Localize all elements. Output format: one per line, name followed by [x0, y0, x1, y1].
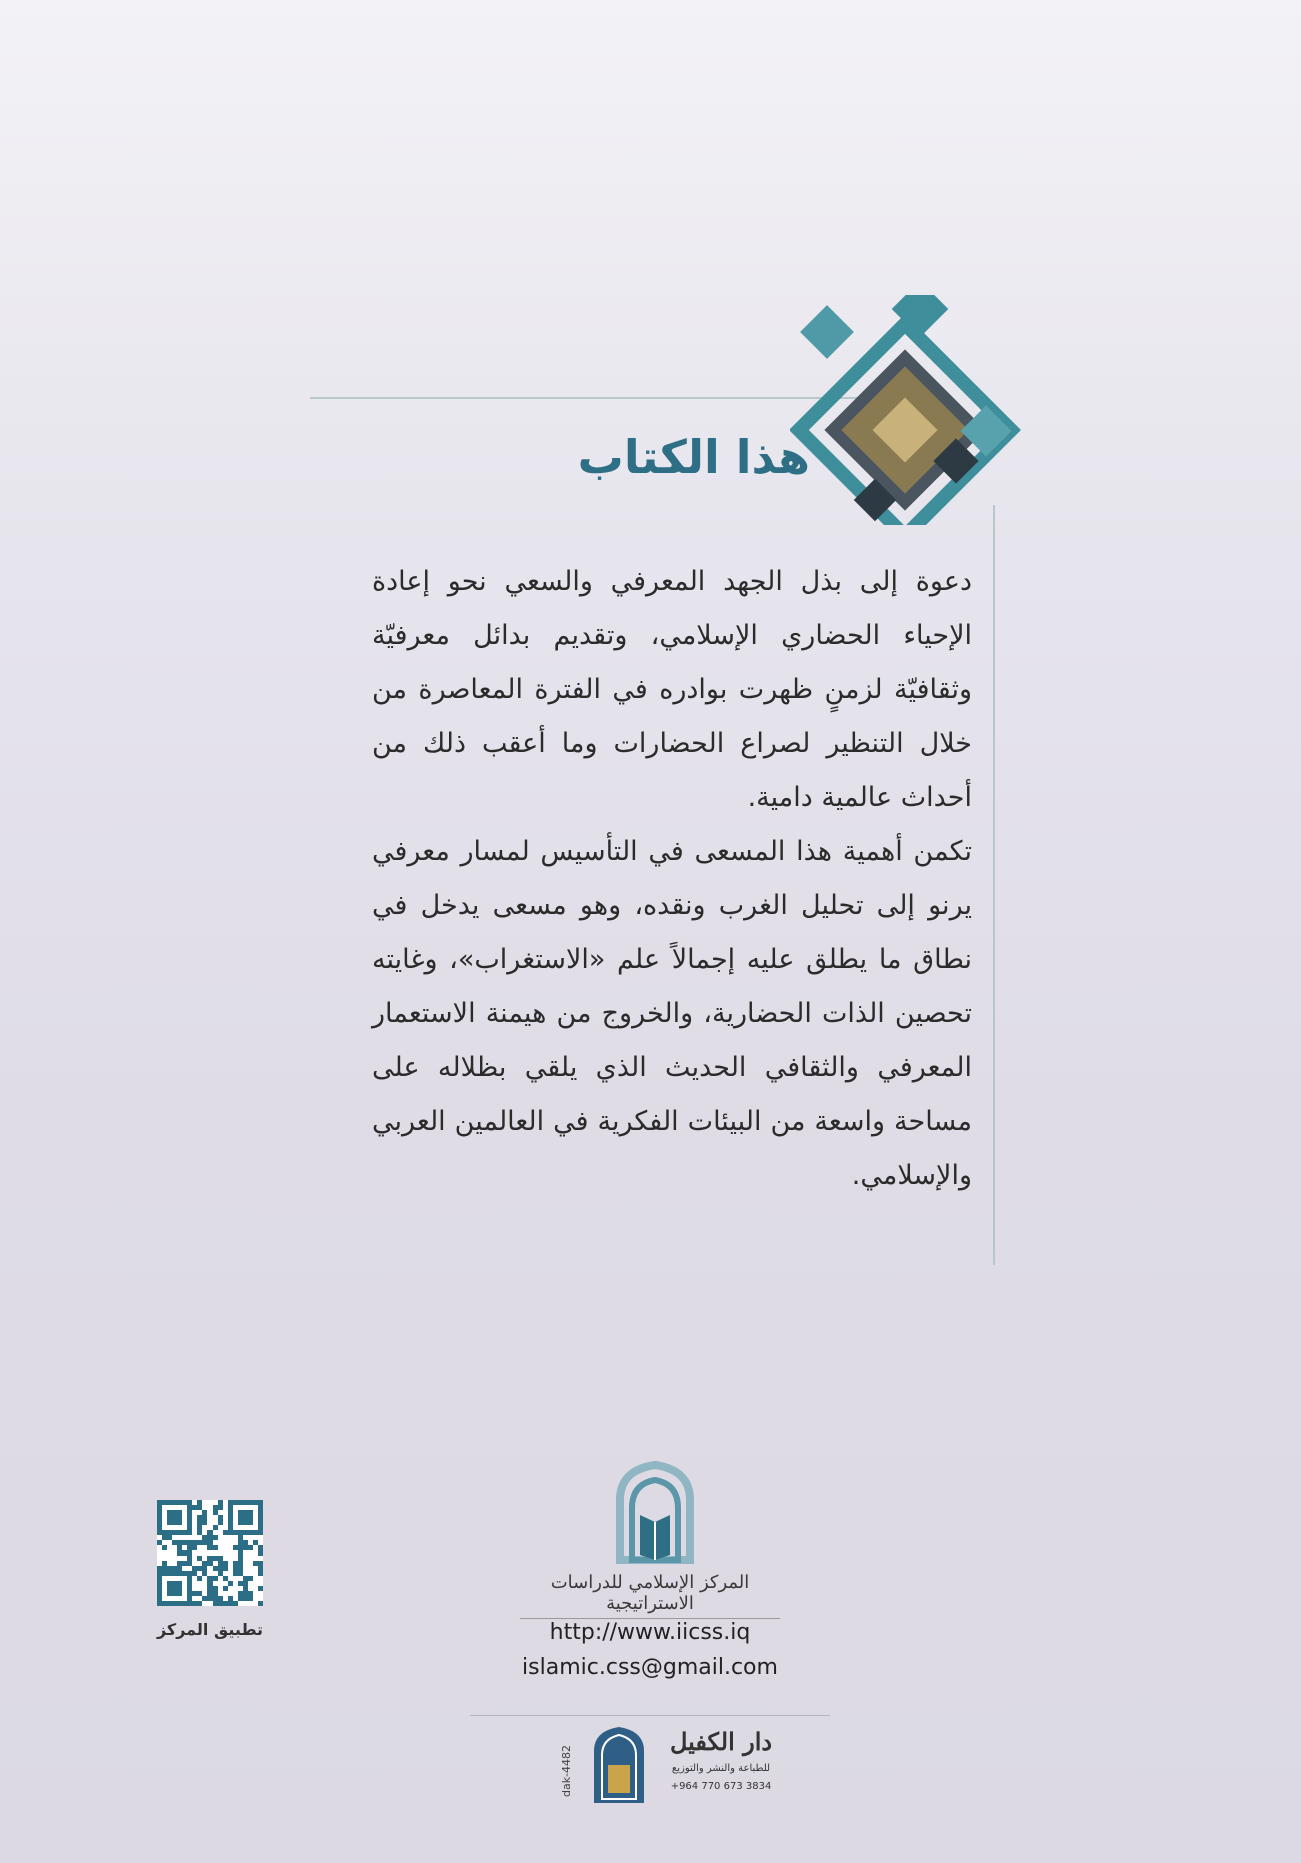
- qr-code[interactable]: [157, 1500, 263, 1606]
- publisher-code: dak-4482: [560, 1744, 573, 1798]
- center-name: المركز الإسلامي للدراسات الاستراتيجية: [520, 1572, 780, 1619]
- bottom-divider: [470, 1715, 830, 1716]
- qr-block: [140, 1500, 280, 1639]
- publisher-logo-icon: [590, 1725, 648, 1805]
- publisher-name: دار الكفيل: [669, 1727, 773, 1756]
- top-divider: [310, 397, 870, 399]
- publisher-subtitle: للطباعة والنشر والتوزيع: [671, 1763, 771, 1774]
- publisher-block: [560, 1725, 790, 1825]
- book-title: هذا الكتاب: [577, 430, 810, 484]
- side-divider: [993, 505, 995, 1265]
- emblem-diamonds: [799, 295, 1012, 525]
- blurb-paragraph-1: دعوة إلى بذل الجهد المعرفي والسعي نحو إعادة الإحياء الحضاري الإسلامي، وتقديم بدائل معرفيّة وثقافيّة لزمنٍ ظهرت بوادره في الفترة المعاصرة من خلال التنظير لصراع الحضارات وما أعقب ذلك من أحداث عالمية دامية.: [372, 566, 972, 813]
- email-link[interactable]: islamic.css@gmail.com: [522, 1655, 778, 1680]
- blurb-paragraph-2: تكمن أهمية هذا المسعى في التأسيس لمسار معرفي يرنو إلى تحليل الغرب ونقده، وهو مسعى يدخل في نطاق ما يطلق عليه إجمالاً علم «الاستغراب»، وغايته تحصين الذات الحضارية، والخروج من هيمنة الاستعمار المعرفي والثقافي الحديث الذي يلقي بظلاله على مساحة واسعة من البيئات الفكرية في العالمين العربي والإسلامي.: [372, 836, 972, 1191]
- publisher-phone: +964 770 673 3834: [670, 1781, 772, 1792]
- book-emblem-icon: [790, 295, 1030, 525]
- center-logo-icon: [600, 1460, 710, 1570]
- blurb: [372, 555, 972, 1203]
- website-link[interactable]: http://www.iicss.iq: [549, 1620, 751, 1645]
- qr-caption: تطبيق المركز: [156, 1620, 264, 1639]
